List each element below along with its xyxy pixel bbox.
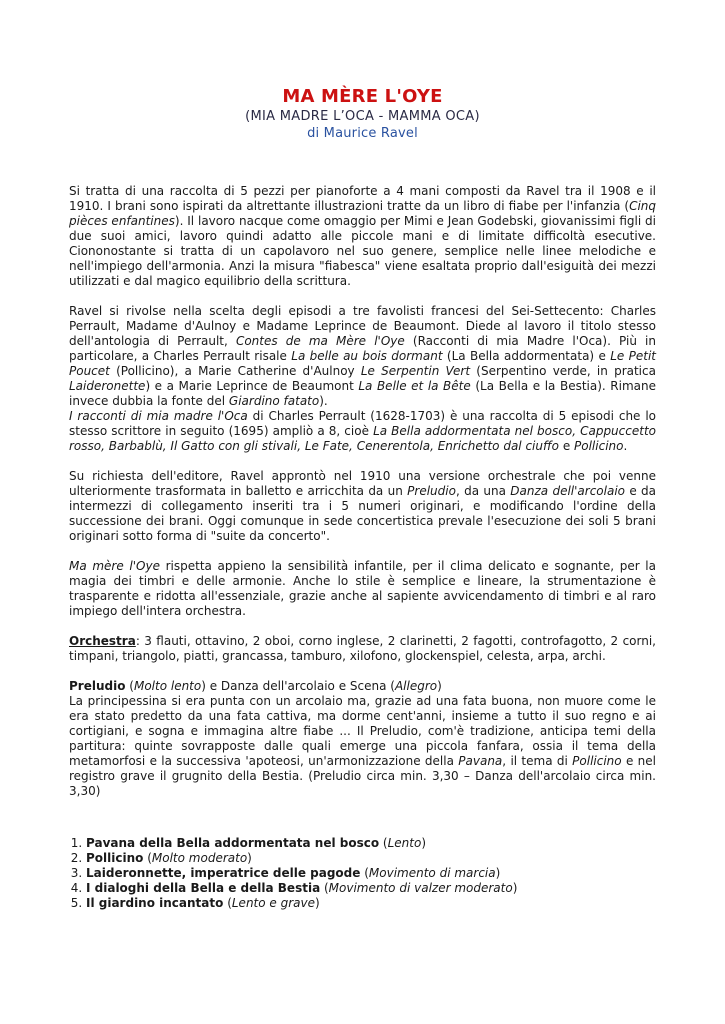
orchestra-label: Orchestra (69, 634, 136, 648)
document-subtitle: (MIA MADRE L’OCA - MAMMA OCA) (245, 109, 480, 124)
intro-paragraph: Si tratta di una raccolta di 5 pezzi per pianoforte a 4 mani composti da Ravel tra il 1908 e il 1910. I brani sono ispirati da altrettante illustrazioni tratte da un libro di fiabe per l'infanzia (Cinq pièces enfantines). Il lavoro nacque come omaggio per Mimi e Jean Godebski, giovanissimi figli di due suoi amici, lavoro quindi adatto alle piccole mani e di limitate difficoltà esecutive. Ciononostante si tratta di un capolavoro nel suo genere, semplice nelle linee melodiche e nell'impiego dell'armonia. Anzi la misura "fiabesca" viene esaltata proprio dall'esiguità dei mezzi utilizzati e dal magico equilibrio della scrittura. (69, 184, 656, 288)
preludio-heading: Preludio (Molto lento) e Danza dell'arcolaio e Scena (Allegro) (69, 679, 442, 693)
orchestral-version-paragraph: Su richiesta dell'editore, Ravel approntò nel 1910 una versione orchestrale che poi venne ulteriormente trasformata in balletto e arricchita da un Preludio, da una Danza dell'arcolaio e da intermezzi di collegamento inseriti tra i 5 numeri originari, e modificando l'ordine della successione dei brani. Oggi comunque in sede concertistica prevale l'esecuzione dei soli 5 brani originari sotto forma di "suite da concerto". (69, 469, 657, 543)
document-body (69, 184, 656, 911)
preludio-paragraph: La principessina si era punta con un arcolaio ma, grazie ad una fata buona, non muore come le era stato predetto da una fata cattiva, ma dorme cent'anni, insieme a tutto il suo regno e ai cortigiani, e sogna e immagina altre fiabe ... Il Preludio, com'è tradizione, anticipa temi della partitura: quinte sovrapposte dalle quali emerge una piccola fanfara, ossia il tema della metamorfosi e la successiva 'apoteosi, un'armonizzazione della Pavana, il tema di Pollicino e nel registro grave il grugnito della Bestia. (Preludio circa min. 3,30 – Danza dell'arcolaio circa min. 3,30) (69, 694, 656, 798)
list-item: 4. I dialoghi della Bella e della Bestia (Movimento di valzer moderato) (86, 881, 656, 896)
sources-paragraph: Ravel si rivolse nella scelta degli episodi a tre favolisti francesi del Sei-Settecento: Charles Perrault, Madame d'Aulnoy e Madame Leprince de Beaumont. Diede al lavoro il titolo stesso dell'antologia di Perrault, Contes de ma Mère l'Oye (Racconti di mia Madre l'Oca). Più in particolare, a Charles Perrault risale La belle au bois dormant (La Bella addormentata) e Le Petit Poucet (Pollicino), a Marie Catherine d'Aulnoy Le Serpentin Vert (Serpentino verde, in pratica Laideronette) e a Marie Leprince de Beaumont La Belle et la Bête (La Bella e la Bestia). Rimane invece dubbia la fonte del Giardino fatato). (69, 304, 656, 408)
document-header (0, 86, 725, 142)
movements-list (69, 836, 656, 911)
list-item: 5. Il giardino incantato (Lento e grave) (86, 896, 656, 911)
list-item: 3. Laideronnette, imperatrice delle pagode (Movimento di marcia) (86, 866, 656, 881)
list-item: 1. Pavana della Bella addormentata nel bosco (Lento) (86, 836, 656, 851)
document-author: di Maurice Ravel (307, 126, 418, 141)
document-title: MA MÈRE L'OYE (282, 86, 443, 107)
orchestra-paragraph: Orchestra: 3 flauti, ottavino, 2 oboi, corno inglese, 2 clarinetti, 2 fagotti, controfagotto, 2 corni, timpani, triangolo, piatti, grancassa, tamburo, xilofono, glockenspiel, celesta, arpa, archi. (69, 634, 656, 663)
list-item: 2. Pollicino (Molto moderato) (86, 851, 656, 866)
style-paragraph: Ma mère l'Oye rispetta appieno la sensibilità infantile, per il clima delicato e sognante, per la magia dei timbri e delle armonie. Anche lo stile è semplice e lineare, la strumentazione è trasparente e ridotta all'essenziale, grazie anche al sapiente avvicendamento di timbri e al raro impiego dell'intera orchestra. (69, 559, 656, 618)
perrault-paragraph: I racconti di mia madre l'Oca di Charles Perrault (1628-1703) è una raccolta di 5 episodi che lo stesso scrittore in seguito (1695) ampliò a 8, cioè La Bella addormentata nel bosco, Cappuccetto rosso, Barbablù, Il Gatto con gli stivali, Le Fate, Cenerentola, Enrichetto dal ciuffo e Pollicino. (69, 409, 656, 453)
